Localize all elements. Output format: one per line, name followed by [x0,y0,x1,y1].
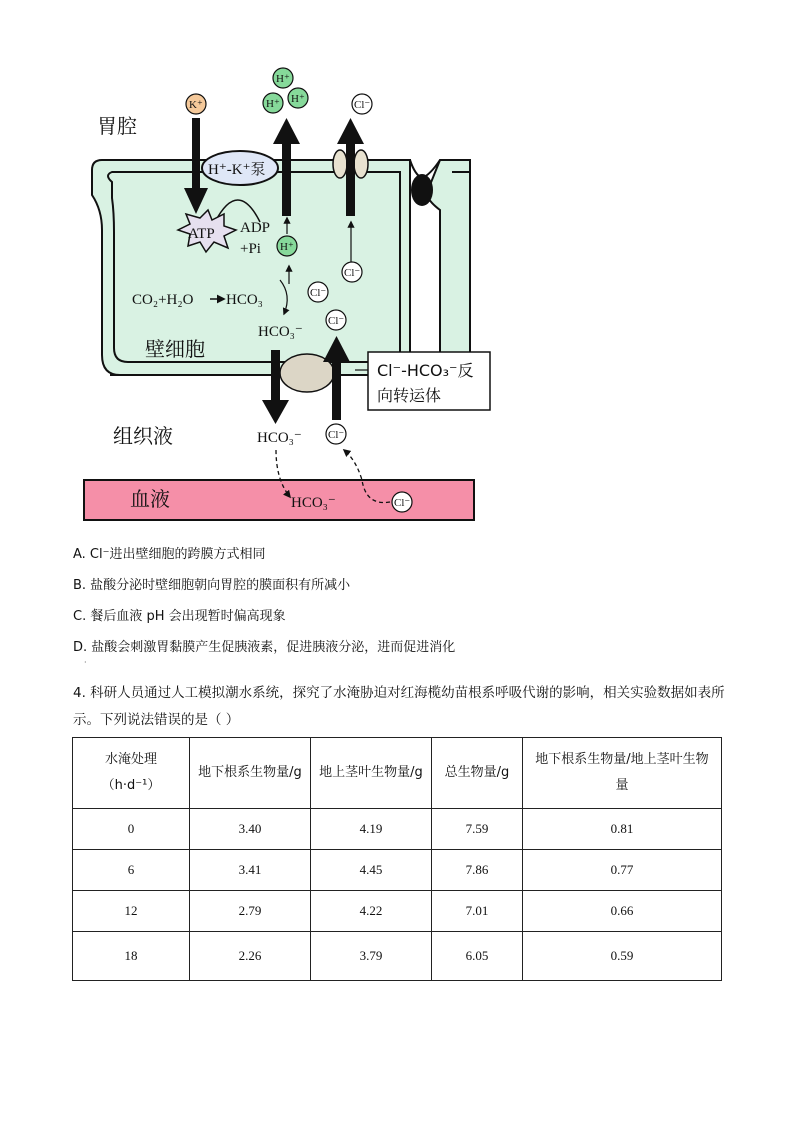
svg-text:H⁺: H⁺ [266,98,280,110]
cell-shoot: 4.45 [311,850,432,891]
cell-treatment: 12 [73,891,190,932]
label-antiporter-2: 向转运体 [377,386,442,405]
header-shoot-biomass: 地上茎叶生物量/g [311,738,432,809]
parietal-cell-diagram [0,0,794,530]
bicarb-arrow-head [262,400,289,424]
cell-total: 7.59 [432,809,523,850]
cell-ratio: 0.59 [523,932,722,981]
svg-text:H⁺: H⁺ [280,241,294,253]
label-blood: 血液 [130,487,170,511]
header-root-biomass: 地下根系生物量/g [190,738,311,809]
ion-cl-fluid [326,424,346,444]
table-row [73,891,722,932]
ion-h-right [288,88,308,108]
ion-cl-cell-upper [342,262,362,282]
svg-text:Cl⁻: Cl⁻ [394,497,411,509]
stray-mark: · [84,658,87,667]
cl-arrow-shaft [346,142,355,216]
svg-text:H⁺: H⁺ [276,73,290,85]
table-header-row [73,738,722,809]
h-arrow-shaft [282,142,291,216]
option-c: C. 餐后血液 pH 会出现暂时偏高现象 [73,609,286,624]
cell-shoot: 3.79 [311,932,432,981]
option-a: A. Cl⁻进出壁细胞的跨膜方式相同 [73,547,266,562]
cl-arrow-head [337,118,364,144]
ion-k [186,94,206,114]
cell-root: 2.26 [190,932,311,981]
cell-treatment: 6 [73,850,190,891]
header-root-shoot-ratio: 地下根系生物量/地上茎叶生物量 [523,738,722,809]
label-adp: ADP [240,220,271,236]
k-arrow-shaft [192,118,200,190]
ion-h-left [263,93,283,113]
label-reaction-left: CO₂+H₂O [132,292,194,308]
svg-text:H⁺: H⁺ [291,93,305,105]
label-parietal-cell: 壁细胞 [145,337,205,361]
ion-h-top [273,68,293,88]
ion-h-cell [277,236,297,256]
label-pump: H⁺-K⁺泵 [208,162,266,178]
table-row [73,932,722,981]
label-antiporter-1: Cl⁻-HCO₃⁻反 [377,361,474,380]
cl-in-arrow-shaft [332,360,341,420]
svg-text:Cl⁻: Cl⁻ [328,429,345,441]
svg-text:Cl⁻: Cl⁻ [328,315,345,327]
cell-root: 2.79 [190,891,311,932]
cell-total: 7.01 [432,891,523,932]
cell-ratio: 0.66 [523,891,722,932]
label-stomach-cavity: 胃腔 [97,114,137,138]
cell-total: 7.86 [432,850,523,891]
bicarb-arrow-shaft [271,350,280,402]
ion-cl-cell-mid [308,282,328,302]
cell-root: 3.40 [190,809,311,850]
cell-ratio: 0.81 [523,809,722,850]
table-row [73,850,722,891]
svg-text:Cl⁻: Cl⁻ [344,267,361,279]
cell-shoot: 4.22 [311,891,432,932]
cell-shoot: 4.19 [311,809,432,850]
label-pi: +Pi [240,241,261,257]
cell-ratio: 0.77 [523,850,722,891]
label-bicarb-fluid: HCO₃⁻ [257,430,302,446]
cell-total: 6.05 [432,932,523,981]
h-arrow-head [273,118,300,144]
svg-text:Cl⁻: Cl⁻ [310,287,327,299]
option-d: D. 盐酸会刺激胃黏膜产生促胰液素，促进胰液分泌，进而促进消化 [73,640,456,655]
header-flooding-treatment: 水淹处理（h·d⁻¹） [73,738,190,809]
label-bicarb-cell: HCO₃⁻ [258,324,303,340]
cl-channel-left [333,150,347,178]
ion-cl-top [352,94,372,114]
flooding-data-table [72,737,722,981]
cell-root: 3.41 [190,850,311,891]
label-bicarb-blood: HCO₃⁻ [291,495,336,511]
header-total-biomass: 总生物量/g [432,738,523,809]
table-row [73,809,722,850]
cell-treatment: 18 [73,932,190,981]
cell-treatment: 0 [73,809,190,850]
svg-text:Cl⁻: Cl⁻ [354,99,371,111]
ion-cl-cell-low [326,310,346,330]
label-reaction-right: HCO₃ [226,292,263,308]
svg-text:K⁺: K⁺ [189,99,203,111]
label-atp: ATP [188,226,215,242]
question-4-stem: 4. 科研人员通过人工模拟潮水系统，探究了水淹胁迫对红海榄幼苗根系呼吸代谢的影响，相关实验数据如表所示。下列说法错误的是（ ） [73,685,725,728]
option-b: B. 盐酸分泌时壁细胞朝向胃腔的膜面积有所减小 [73,578,351,593]
label-tissue-fluid: 组织液 [113,424,173,448]
ion-cl-blood [392,492,412,512]
cl-channel-right [354,150,368,178]
